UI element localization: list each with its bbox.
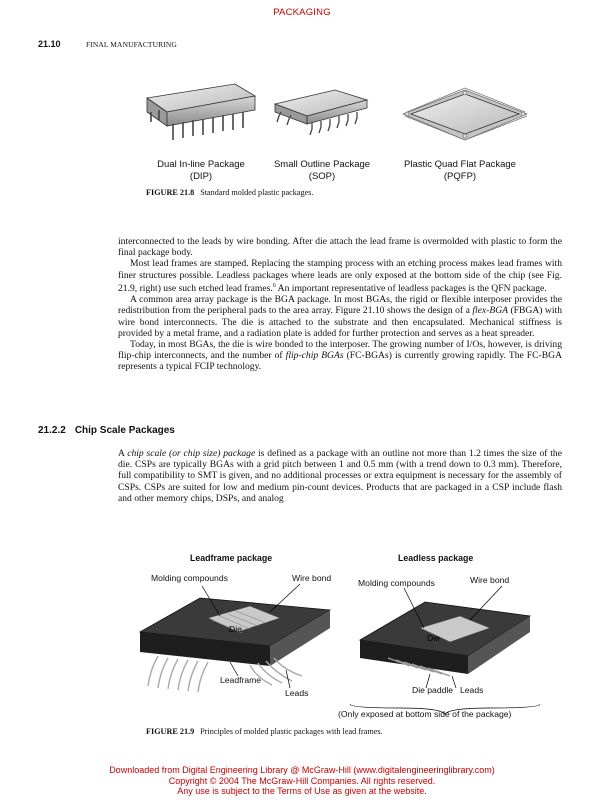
text-run: Today, in most BGAs, the die is wire bonded to the interposer. The growing number of I/Os, however, is driving flip-chip interconnects, and the number of (118, 339, 562, 362)
paragraph (118, 339, 562, 373)
text-run: A common area array package is the BGA package. In most BGAs, the rigid or flexible interposer provides the redistribution from the peripheral pads to the area array. Figure 21.10 shows the design of a (118, 294, 562, 317)
dip-package-drawing (147, 84, 255, 140)
section-body-text (118, 448, 562, 504)
figure-21-8-caption-text: Standard molded plastic packages. (200, 188, 314, 197)
figure-21-9-illustration (130, 570, 550, 720)
wire-bond-label-right: Wire bond (470, 575, 510, 585)
die-label-left: Die (229, 624, 242, 634)
running-head: FINAL MANUFACTURING (86, 40, 177, 49)
text-run: (FC-BGAs) is currently growing rapidly. The FC-BGA represents a typical FCIP technology. (118, 350, 562, 373)
section-heading (38, 425, 175, 436)
leadframe-package-title: Leadframe package (190, 553, 273, 563)
text-run: (FBGA) with wire bond interconnects. The die is attached to the substrate and then encapsulated. Mechanical stiffness is provided by a metal frame, and a radiation plate is added for further protection and serves as a heat spreader. (118, 305, 562, 339)
figure-21-8-caption-label: FIGURE 21.8 (146, 188, 195, 197)
page-number: 21.10 (38, 39, 61, 49)
figure-21-8-illustration (135, 76, 535, 156)
figure-21-9-caption-label: FIGURE 21.9 (146, 727, 195, 736)
text-run: An important representative of leadless packages is the QFN package. (275, 283, 547, 294)
wire-bond-label-left: Wire bond (292, 573, 332, 583)
leads-label-left: Leads (285, 688, 309, 698)
leadframe-label: Leadframe (220, 675, 262, 685)
pqfp-abbr: (PQFP) (443, 171, 477, 182)
die-paddle-label: Die paddle (412, 685, 454, 695)
section-title: Chip Scale Packages (74, 425, 175, 436)
figure-21-9-caption (146, 727, 383, 736)
footer-copyright: Copyright © 2004 The McGraw-Hill Companies. All rights reserved. (168, 775, 436, 786)
emphasis: flip-chip BGAs (285, 350, 344, 362)
body-text (118, 236, 562, 373)
footer-terms: Any use is subject to the Terms of Use as given at the website. (177, 786, 427, 796)
leads-label-right: Leads (460, 685, 484, 695)
dip-label (146, 159, 256, 183)
die-label-right: Die (427, 633, 440, 643)
footer (0, 765, 604, 797)
figure-21-9-caption-text: Principles of molded plastic packages with lead frames. (200, 727, 383, 736)
leadless-package-title: Leadless package (398, 553, 474, 563)
packaging-header: PACKAGING (273, 7, 331, 18)
text-run: A (118, 448, 128, 459)
dip-abbr: (DIP) (189, 171, 213, 182)
pqfp-name: Plastic Quad Flat Package (404, 159, 516, 170)
paragraph: interconnected to the leads by wire bonding. After die attach the lead frame is overmolded with plastic to form the final package body. (118, 236, 562, 259)
section-number: 21.2.2 (38, 425, 66, 436)
paragraph (118, 448, 562, 504)
pqfp-package-drawing (403, 88, 527, 140)
sop-name: Small Outline Package (273, 159, 371, 170)
molding-compounds-label-left: Molding compounds (151, 573, 228, 583)
dip-name: Dual In-line Package (157, 159, 245, 170)
footnote-ref: 6 (272, 282, 276, 289)
sop-abbr: (SOP) (308, 171, 336, 182)
paragraph (118, 258, 562, 294)
molding-compounds-label-right: Molding compounds (358, 578, 435, 588)
pqfp-label (392, 159, 528, 183)
sop-label (264, 159, 380, 183)
bottom-exposure-note: (Only exposed at bottom side of the package) (338, 709, 512, 719)
sop-package-drawing (275, 90, 367, 135)
emphasis: flex-BGA (472, 305, 509, 317)
text-run: Most lead frames are stamped. Replacing the stamping process with an etching process makes lead frames with finer structures possible. Leadless packages where leads are only exposed at the bottom side of the chip (see Fig. 21.9, right) use such etched lead frames. (118, 258, 562, 294)
emphasis: chip scale (or chip size) package (127, 448, 256, 459)
paragraph (118, 294, 562, 339)
figure-21-8-caption (146, 188, 313, 197)
text-run: is defined as a package with an outline not more than 1.2 times the size of the die. CSPs are typically BGAs with a grid pitch between 1 and 0.5 mm (with a trend down to 0.3 mm). Therefore, full compatibility to SMT is given, and no additional processes or extra equipment is necessary for the assembly of CSPs. CSPs are suited for low and medium pin-count devices. Products that are packaged in a CSP include flash and other memory chips, DSPs, and analog (118, 448, 562, 504)
footer-link-line[interactable]: Downloaded from Digital Engineering Library @ McGraw-Hill (www.digitalengineeringlibrary.com) (109, 765, 495, 775)
